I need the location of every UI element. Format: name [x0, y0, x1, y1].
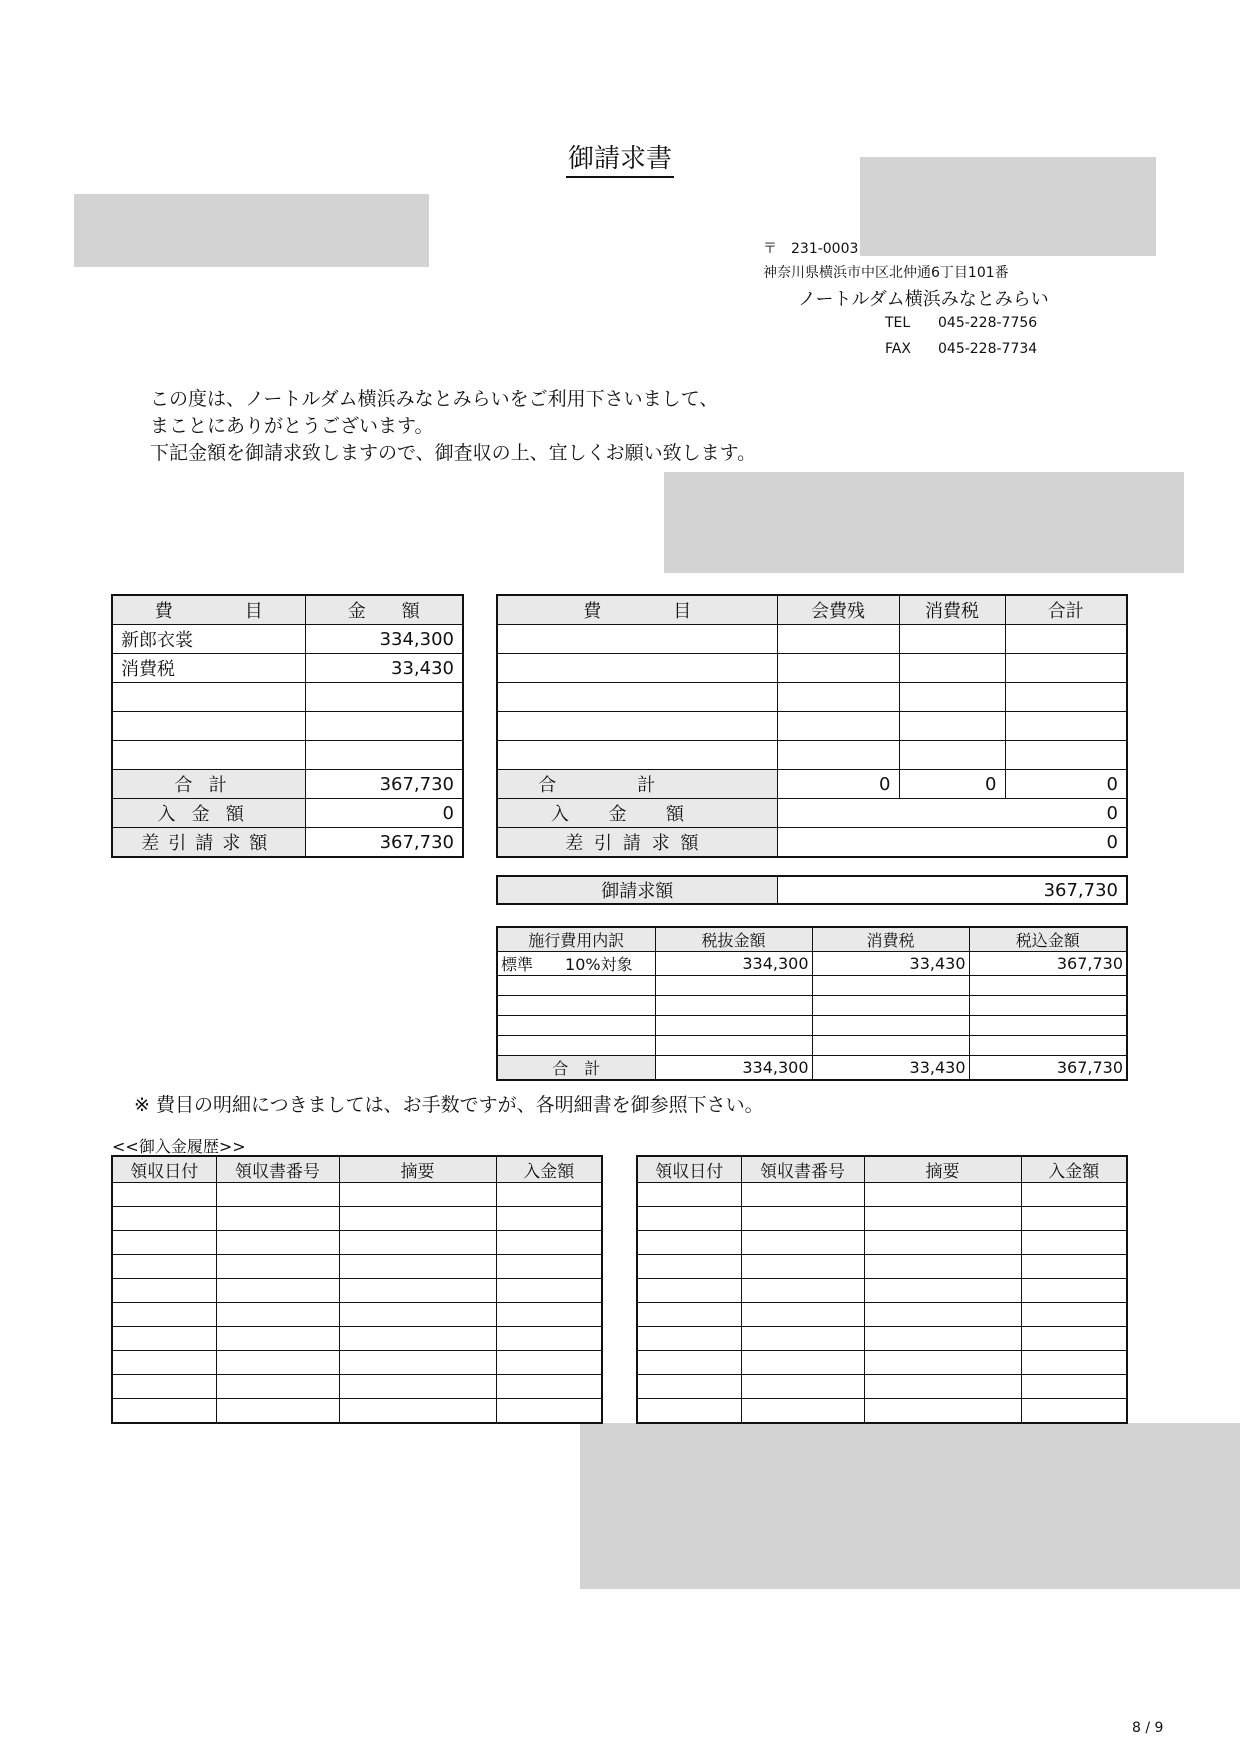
membership-cell [497, 683, 777, 712]
history-cell [637, 1279, 741, 1303]
table-row [112, 1399, 602, 1424]
table-row [112, 1279, 602, 1303]
expense-paid-row [112, 799, 463, 828]
breakdown-cell [497, 996, 655, 1016]
history-cell [864, 1231, 1021, 1255]
history-cell [216, 1399, 339, 1424]
history-header-row [112, 1156, 602, 1183]
history-header-receipt-no: 領収書番号 [741, 1156, 864, 1183]
history-cell [339, 1375, 496, 1399]
membership-balance-value: 0 [777, 828, 1127, 858]
breakdown-table [496, 926, 1128, 1081]
greeting-line-3: 下記金額を御請求致しますので、御査収の上、宜しくお願い致します。 [150, 442, 757, 464]
membership-cell [497, 741, 777, 770]
history-cell [1021, 1351, 1127, 1375]
table-row [112, 1207, 602, 1231]
sender-fax-label: FAX [885, 341, 911, 357]
history-cell [1021, 1231, 1127, 1255]
breakdown-excl-tax: 334,300 [655, 952, 812, 976]
history-cell [864, 1399, 1021, 1424]
history-cell [216, 1255, 339, 1279]
table-row [637, 1183, 1127, 1207]
invoice-amount-row [497, 876, 1127, 904]
history-cell [496, 1255, 602, 1279]
membership-cell [899, 683, 1005, 712]
membership-cell [497, 654, 777, 683]
table-row [497, 741, 1127, 770]
history-cell [741, 1231, 864, 1255]
table-row [112, 712, 463, 741]
redacted-recipient [74, 194, 429, 267]
expense-balance-value: 367,730 [305, 828, 463, 858]
history-header-amount: 入金額 [496, 1156, 602, 1183]
membership-total-remaining: 0 [777, 770, 899, 799]
history-cell [112, 1375, 216, 1399]
membership-cell [777, 741, 899, 770]
history-header-memo: 摘要 [864, 1156, 1021, 1183]
title-text: 御請求書 [566, 144, 674, 178]
breakdown-header-excl-tax: 税抜金額 [655, 927, 812, 952]
table-row [112, 683, 463, 712]
table-row [497, 1016, 1127, 1036]
membership-cell [777, 654, 899, 683]
history-cell [864, 1375, 1021, 1399]
history-cell [112, 1303, 216, 1327]
membership-cell [777, 683, 899, 712]
breakdown-total-tax: 33,430 [812, 1056, 969, 1081]
expense-header-item: 費 目 [112, 595, 305, 625]
expense-paid-label: 入金額 [112, 799, 305, 828]
membership-cell [1005, 741, 1127, 770]
membership-cell [899, 741, 1005, 770]
history-cell [216, 1279, 339, 1303]
breakdown-header-category: 施行費用内訳 [497, 927, 655, 952]
history-header-row [637, 1156, 1127, 1183]
membership-cell [899, 625, 1005, 654]
membership-cell [497, 625, 777, 654]
table-row [497, 952, 1127, 976]
expense-header-amount: 金 額 [305, 595, 463, 625]
history-cell [339, 1399, 496, 1424]
history-cell [864, 1303, 1021, 1327]
table-row [112, 625, 463, 654]
expense-item [112, 712, 305, 741]
history-cell [741, 1351, 864, 1375]
membership-header-row [497, 595, 1127, 625]
table-row [637, 1231, 1127, 1255]
breakdown-cell [812, 1036, 969, 1056]
table-row [637, 1207, 1127, 1231]
history-cell [496, 1207, 602, 1231]
payment-history-table-left [111, 1155, 603, 1424]
history-cell [741, 1279, 864, 1303]
history-header-memo: 摘要 [339, 1156, 496, 1183]
history-header-receipt-no: 領収書番号 [216, 1156, 339, 1183]
sender-address: 神奈川県横浜市中区北仲通6丁目101番 [763, 265, 1009, 281]
breakdown-header-row [497, 927, 1127, 952]
breakdown-total-label: 合 計 [497, 1056, 655, 1081]
expense-amount [305, 712, 463, 741]
history-cell [864, 1183, 1021, 1207]
history-cell [339, 1279, 496, 1303]
history-cell [637, 1231, 741, 1255]
table-row [112, 1351, 602, 1375]
expense-header-row [112, 595, 463, 625]
membership-table [496, 594, 1128, 858]
expense-balance-label: 差引請求額 [112, 828, 305, 858]
table-row [497, 654, 1127, 683]
table-row [637, 1375, 1127, 1399]
history-cell [1021, 1183, 1127, 1207]
history-cell [637, 1327, 741, 1351]
greeting-line-2: まことにありがとうございます。 [150, 415, 434, 437]
sender-tel: 045-228-7756 [938, 315, 1038, 331]
expense-amount [305, 741, 463, 770]
table-row [637, 1327, 1127, 1351]
table-row [497, 683, 1127, 712]
history-cell [496, 1303, 602, 1327]
history-cell [1021, 1279, 1127, 1303]
history-cell [496, 1351, 602, 1375]
history-cell [864, 1279, 1021, 1303]
membership-cell [1005, 712, 1127, 741]
breakdown-cell [655, 996, 812, 1016]
page-number: 8 / 9 [1132, 1720, 1164, 1736]
history-cell [496, 1231, 602, 1255]
history-cell [112, 1327, 216, 1351]
membership-cell [899, 654, 1005, 683]
history-cell [637, 1207, 741, 1231]
history-cell [216, 1303, 339, 1327]
membership-cell [497, 712, 777, 741]
history-cell [1021, 1255, 1127, 1279]
history-cell [741, 1375, 864, 1399]
breakdown-cell [497, 1016, 655, 1036]
table-row [637, 1303, 1127, 1327]
sender-postal: 〒 231-0003 [763, 241, 859, 257]
history-cell [1021, 1327, 1127, 1351]
membership-paid-value: 0 [777, 799, 1127, 828]
table-row [497, 976, 1127, 996]
history-cell [339, 1327, 496, 1351]
breakdown-cell [969, 1036, 1127, 1056]
membership-cell [777, 712, 899, 741]
table-row [112, 1255, 602, 1279]
breakdown-cell [497, 976, 655, 996]
history-cell [496, 1279, 602, 1303]
membership-cell [1005, 654, 1127, 683]
history-cell [864, 1327, 1021, 1351]
table-row [497, 712, 1127, 741]
membership-header-total: 合計 [1005, 595, 1127, 625]
membership-header-item: 費 目 [497, 595, 777, 625]
history-cell [637, 1303, 741, 1327]
history-header-amount: 入金額 [1021, 1156, 1127, 1183]
history-cell [112, 1231, 216, 1255]
history-header-date: 領収日付 [637, 1156, 741, 1183]
table-row [112, 741, 463, 770]
table-row [497, 1036, 1127, 1056]
table-row [112, 654, 463, 683]
redacted-stamp-area [664, 472, 1184, 573]
breakdown-cell [655, 1036, 812, 1056]
history-cell [216, 1183, 339, 1207]
history-cell [216, 1351, 339, 1375]
history-cell [496, 1183, 602, 1207]
history-cell [216, 1207, 339, 1231]
history-cell [339, 1303, 496, 1327]
breakdown-cell [969, 996, 1127, 1016]
expense-item [112, 683, 305, 712]
expense-total-label: 合計 [112, 770, 305, 799]
breakdown-category [497, 952, 655, 976]
membership-cell [777, 625, 899, 654]
history-cell [216, 1375, 339, 1399]
breakdown-header-tax: 消費税 [812, 927, 969, 952]
table-row [112, 1231, 602, 1255]
history-cell [496, 1399, 602, 1424]
membership-cell [1005, 683, 1127, 712]
history-cell [216, 1231, 339, 1255]
expense-item: 消費税 [112, 654, 305, 683]
table-row [497, 996, 1127, 1016]
expense-balance-row [112, 828, 463, 858]
greeting-text [150, 386, 756, 467]
membership-balance-label: 差引請求額 [497, 828, 777, 858]
history-cell [112, 1183, 216, 1207]
history-cell [741, 1183, 864, 1207]
history-cell [864, 1207, 1021, 1231]
expense-item: 新郎衣裳 [112, 625, 305, 654]
membership-total-sum: 0 [1005, 770, 1127, 799]
history-cell [216, 1327, 339, 1351]
history-cell [637, 1255, 741, 1279]
payment-history-table-right [636, 1155, 1128, 1424]
history-cell [112, 1351, 216, 1375]
history-cell [339, 1231, 496, 1255]
membership-paid-label: 入金額 [497, 799, 777, 828]
membership-total-tax: 0 [899, 770, 1005, 799]
history-cell [637, 1399, 741, 1424]
expense-paid-value: 0 [305, 799, 463, 828]
table-row [497, 625, 1127, 654]
breakdown-cell [812, 996, 969, 1016]
breakdown-sub: 10%対象 [565, 955, 633, 974]
breakdown-cell [812, 976, 969, 996]
breakdown-header-incl-tax: 税込金額 [969, 927, 1127, 952]
expense-total-row [112, 770, 463, 799]
history-cell [741, 1303, 864, 1327]
expense-amount: 334,300 [305, 625, 463, 654]
membership-total-label: 合計 [497, 770, 777, 799]
breakdown-total-row [497, 1056, 1127, 1081]
invoice-amount-table [496, 875, 1128, 905]
history-cell [496, 1327, 602, 1351]
table-row [637, 1255, 1127, 1279]
membership-header-tax: 消費税 [899, 595, 1005, 625]
history-cell [1021, 1207, 1127, 1231]
sender-fax: 045-228-7734 [938, 341, 1038, 357]
breakdown-cell [497, 1036, 655, 1056]
expense-total-value: 367,730 [305, 770, 463, 799]
table-row [112, 1327, 602, 1351]
greeting-line-1: この度は、ノートルダム横浜みなとみらいをご利用下さいまして、 [150, 388, 719, 410]
history-cell [864, 1255, 1021, 1279]
sender-company: ノートルダム横浜みなとみらい [798, 289, 1049, 310]
history-cell [112, 1279, 216, 1303]
history-cell [864, 1351, 1021, 1375]
history-cell [741, 1327, 864, 1351]
history-cell [112, 1207, 216, 1231]
history-cell [339, 1255, 496, 1279]
invoice-amount-label: 御請求額 [497, 876, 777, 904]
history-cell [1021, 1375, 1127, 1399]
membership-balance-row [497, 828, 1127, 858]
history-cell [339, 1207, 496, 1231]
table-row [112, 1303, 602, 1327]
breakdown-cell [655, 1016, 812, 1036]
expense-table [111, 594, 464, 858]
table-row [637, 1279, 1127, 1303]
table-row [112, 1183, 602, 1207]
breakdown-cell [655, 976, 812, 996]
redacted-bottom-area [580, 1423, 1240, 1589]
breakdown-total-incl-tax: 367,730 [969, 1056, 1127, 1081]
breakdown-cell [969, 976, 1127, 996]
expense-amount [305, 683, 463, 712]
breakdown-total-excl-tax: 334,300 [655, 1056, 812, 1081]
history-cell [1021, 1399, 1127, 1424]
expense-item [112, 741, 305, 770]
breakdown-incl-tax: 367,730 [969, 952, 1127, 976]
table-row [112, 1375, 602, 1399]
membership-paid-row [497, 799, 1127, 828]
breakdown-tax: 33,430 [812, 952, 969, 976]
history-cell [637, 1351, 741, 1375]
history-cell [741, 1207, 864, 1231]
membership-total-row [497, 770, 1127, 799]
history-cell [112, 1399, 216, 1424]
table-row [637, 1351, 1127, 1375]
redacted-sender-name [860, 157, 1156, 256]
expense-amount: 33,430 [305, 654, 463, 683]
sender-tel-label: TEL [885, 315, 911, 331]
history-cell [637, 1183, 741, 1207]
table-row [637, 1399, 1127, 1424]
history-cell [496, 1375, 602, 1399]
breakdown-cell [969, 1016, 1127, 1036]
history-cell [741, 1399, 864, 1424]
payment-history-label: <<御入金履歴>> [112, 1137, 246, 1156]
breakdown-name: 標準 [501, 955, 534, 974]
membership-cell [1005, 625, 1127, 654]
breakdown-cell [812, 1016, 969, 1036]
invoice-amount-value: 367,730 [777, 876, 1127, 904]
history-cell [339, 1351, 496, 1375]
note-text: ※ 費目の明細につきましては、お手数ですが、各明細書を御参照下さい。 [134, 1094, 764, 1116]
history-cell [741, 1255, 864, 1279]
history-cell [112, 1255, 216, 1279]
membership-cell [899, 712, 1005, 741]
history-cell [637, 1375, 741, 1399]
history-cell [1021, 1303, 1127, 1327]
history-cell [339, 1183, 496, 1207]
history-header-date: 領収日付 [112, 1156, 216, 1183]
membership-header-remaining: 会費残 [777, 595, 899, 625]
